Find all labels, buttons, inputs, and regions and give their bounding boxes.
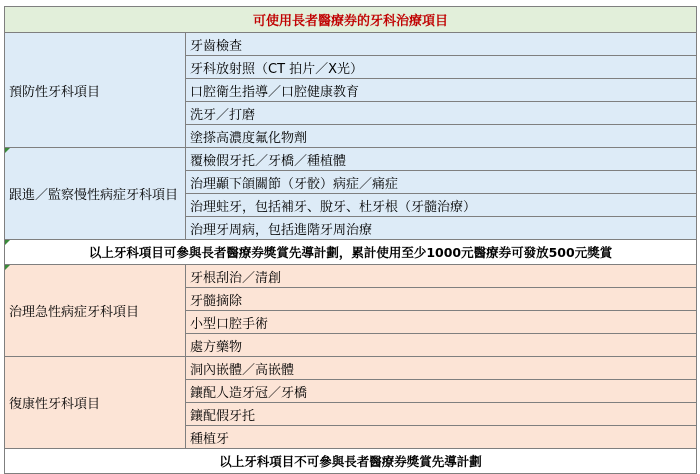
item-cell: 覆檢假牙托／牙橋／種植體	[186, 148, 697, 171]
item-cell: 處方藥物	[186, 334, 697, 357]
item-cell: 牙齒檢查	[186, 33, 697, 56]
item-cell: 鑲配人造牙冠／牙橋	[186, 380, 697, 403]
note-row	[5, 240, 697, 265]
item-cell: 牙髓摘除	[186, 288, 697, 311]
ineligible-note: 以上牙科項目不可參與長者醫療券獎賞先導計劃	[5, 449, 697, 474]
item-cell: 治理顳下頜關節（牙骹）病症／痛症	[186, 171, 697, 194]
table-row	[5, 265, 697, 288]
category-restorative: 復康性牙科項目	[5, 357, 186, 449]
table-row	[5, 33, 697, 56]
category-preventive: 預防性牙科項目	[5, 33, 186, 148]
title-row	[5, 7, 697, 33]
item-cell: 治理蛀牙，包括補牙、脫牙、杜牙根（牙髓治療）	[186, 194, 697, 217]
eligible-note: 以上牙科項目可參與長者醫療券獎賞先導計劃，累計使用至少1000元醫療券可發放500元獎賞	[5, 240, 697, 265]
note-row	[5, 449, 697, 474]
item-cell: 牙根刮治／清創	[186, 265, 697, 288]
category-chronic-followup: 跟進／監察慢性病症牙科項目	[5, 148, 186, 240]
item-cell: 牙科放射照（CT 拍片／X光）	[186, 56, 697, 79]
item-cell: 洗牙／打磨	[186, 102, 697, 125]
category-acute: 治理急性病症牙科項目	[5, 265, 186, 357]
table-row	[5, 148, 697, 171]
table-title: 可使用長者醫療券的牙科治療項目	[5, 7, 697, 33]
item-cell: 種植牙	[186, 426, 697, 449]
dental-items-table	[4, 6, 697, 474]
item-cell: 治理牙周病，包括進階牙周治療	[186, 217, 697, 240]
item-cell: 塗搽高濃度氟化物劑	[186, 125, 697, 148]
table-row	[5, 357, 697, 380]
item-cell: 小型口腔手術	[186, 311, 697, 334]
item-cell: 洞內嵌體／高嵌體	[186, 357, 697, 380]
item-cell: 口腔衛生指導／口腔健康教育	[186, 79, 697, 102]
item-cell: 鑲配假牙托	[186, 403, 697, 426]
